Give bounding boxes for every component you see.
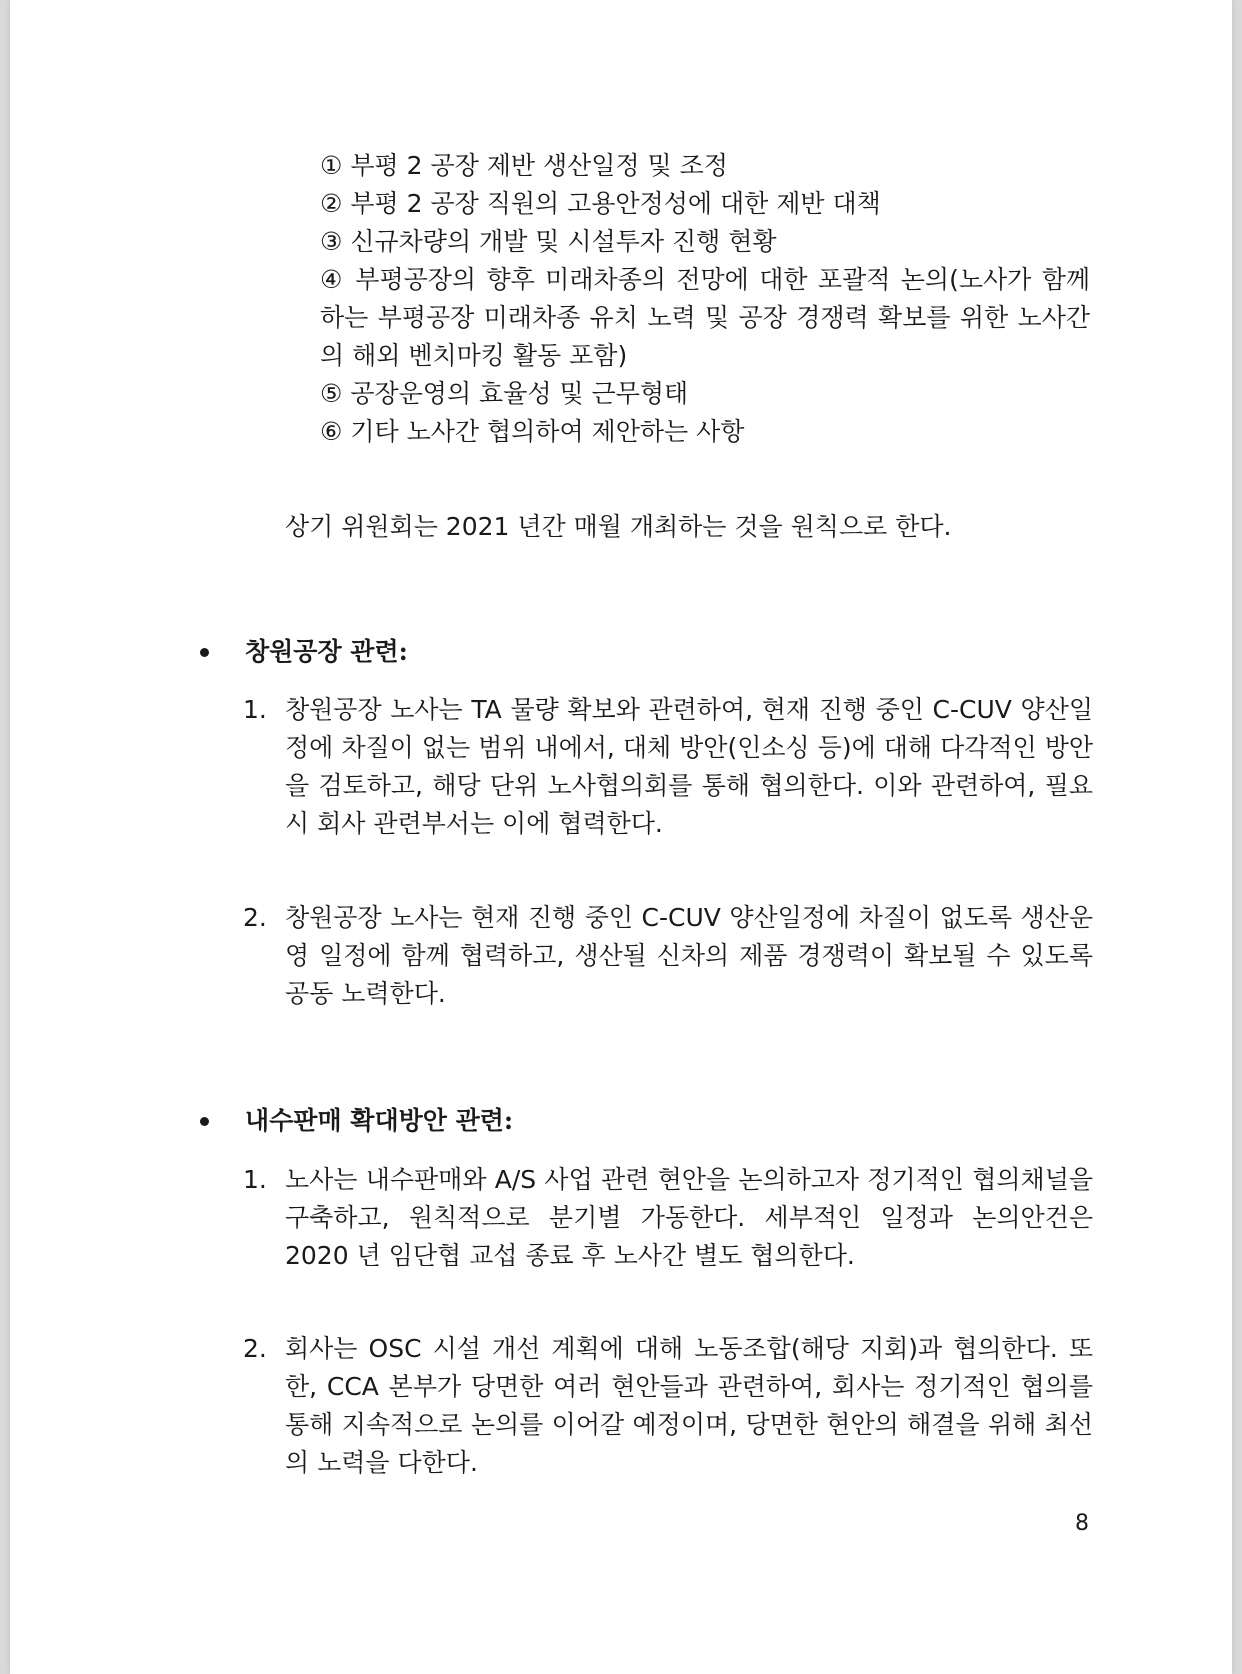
document-page xyxy=(10,0,1232,1674)
list-item xyxy=(243,1161,1093,1275)
item-text: 회사는 OSC 시설 개선 계획에 대해 노동조합(해당 지회)과 협의한다. 또한, CCA 본부가 당면한 여러 현안들과 관련하여, 회사는 정기적인 협의를 통해 지속적으로 논의를 이어갈 예정이며, 당면한 현안의 해결을 위해 최선의 노력을 다한다. xyxy=(285,1334,1093,1477)
agenda-item: ③ 신규차량의 개발 및 시설투자 진행 현황 xyxy=(320,227,777,256)
section-heading-domestic-sales xyxy=(200,1101,513,1141)
agenda-item: ① 부평 2 공장 제반 생산일정 및 조정 xyxy=(320,151,728,180)
page-number: 8 xyxy=(1075,1511,1089,1536)
section-heading-changwon xyxy=(200,632,408,672)
item-text: 창원공장 노사는 TA 물량 확보와 관련하여, 현재 진행 중인 C-CUV 양산일정에 차질이 없는 범위 내에서, 대체 방안(인소싱 등)에 대해 다각적인 방안을 검토하고, 해당 단위 노사협의회를 통해 협의한다. 이와 관련하여, 필요 시 회사 관련부서는 이에 협력한다. xyxy=(285,695,1093,838)
item-number: 1. xyxy=(243,695,267,724)
item-number: 2. xyxy=(243,903,267,932)
list-item xyxy=(243,691,1093,843)
item-number: 1. xyxy=(243,1165,267,1194)
list-item xyxy=(243,899,1093,1013)
meeting-principle: 상기 위원회는 2021 년간 매월 개최하는 것을 원칙으로 한다. xyxy=(285,512,952,541)
section-title: 창원공장 관련: xyxy=(245,637,408,666)
agenda-item: ⑥ 기타 노사간 협의하여 제안하는 사항 xyxy=(320,417,745,446)
agenda-item: ② 부평 2 공장 직원의 고용안정성에 대한 제반 대책 xyxy=(320,189,881,218)
item-text: 노사는 내수판매와 A/S 사업 관련 현안을 논의하고자 정기적인 협의채널을 구축하고, 원칙적으로 분기별 가동한다. 세부적인 일정과 논의안건은 2020 년 임단협 교섭 종료 후 노사간 별도 협의한다. xyxy=(285,1165,1093,1270)
bullet-icon xyxy=(200,648,209,657)
agenda-item: ④ 부평공장의 향후 미래차종의 전망에 대한 포괄적 논의(노사가 함께하는 부평공장 미래차종 유치 노력 및 공장 경쟁력 확보를 위한 노사간의 해외 벤치마킹 활동 포함) xyxy=(320,265,1090,370)
list-item xyxy=(243,1330,1093,1482)
document-body xyxy=(10,0,1232,1674)
agenda-item: ⑤ 공장운영의 효율성 및 근무형태 xyxy=(320,379,689,408)
section-title: 내수판매 확대방안 관련: xyxy=(245,1106,514,1135)
item-number: 2. xyxy=(243,1334,267,1363)
agenda-list xyxy=(320,147,1090,451)
bullet-icon xyxy=(200,1117,209,1126)
item-text: 창원공장 노사는 현재 진행 중인 C-CUV 양산일정에 차질이 없도록 생산운영 일정에 함께 협력하고, 생산될 신차의 제품 경쟁력이 확보될 수 있도록 공동 노력한다. xyxy=(285,903,1093,1008)
